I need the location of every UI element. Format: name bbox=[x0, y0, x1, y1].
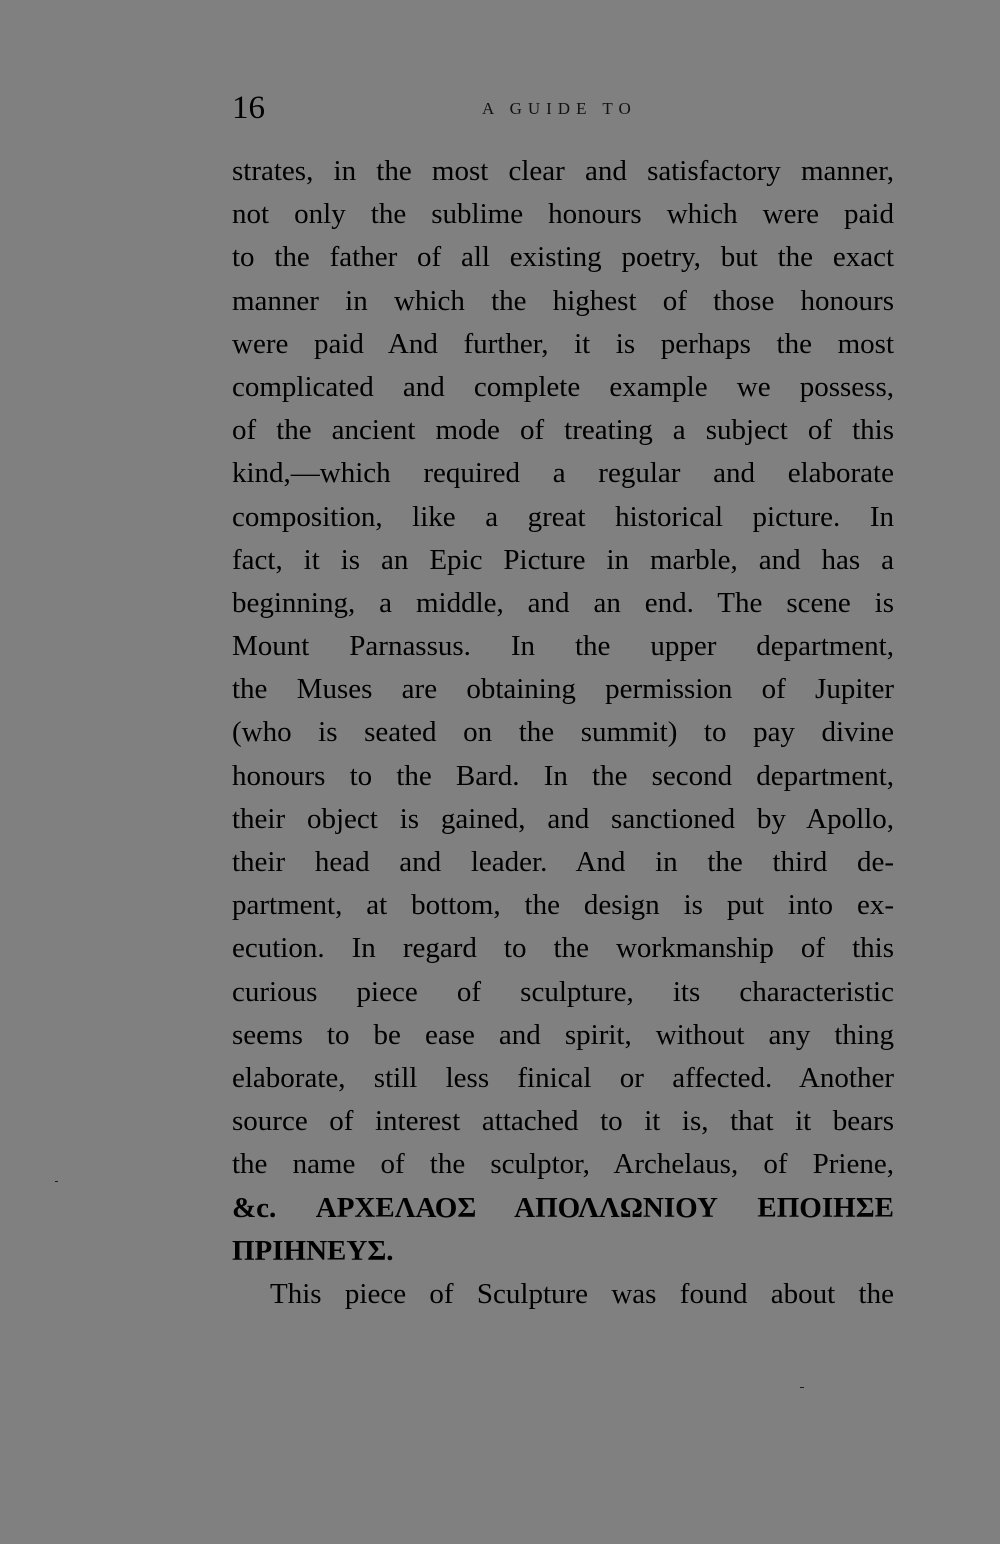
running-head bbox=[232, 88, 894, 128]
text-line: kind,—which required a regular and elaborate bbox=[232, 457, 894, 490]
text-line: curious piece of sculpture, its characteristic bbox=[232, 975, 894, 1008]
greek-inscription-line: ΠΡΙΗΝΕΥΣ. bbox=[232, 1234, 394, 1267]
greek-inscription-line: &c. ΑΡΧΕΛΑΟΣ ΑΠΟΛΛΩΝΙΟΥ ΕΠΟΙΗΣΕ bbox=[232, 1191, 894, 1224]
text-line: composition, like a great historical picture. In bbox=[232, 500, 894, 533]
text-line: manner in which the highest of those honours bbox=[232, 284, 894, 317]
text-line: not only the sublime honours which were paid bbox=[232, 198, 894, 231]
page-number: 16 bbox=[232, 90, 265, 126]
paragraph-start-line: This piece of Sculpture was found about the bbox=[270, 1277, 894, 1310]
text-line: fact, it is an Epic Picture in marble, and has a bbox=[232, 543, 894, 576]
body-text bbox=[232, 150, 894, 1316]
scan-speck bbox=[55, 1181, 58, 1182]
text-line: source of interest attached to it is, that it bears bbox=[232, 1105, 894, 1138]
text-line: Mount Parnassus. In the upper department, bbox=[232, 630, 894, 663]
text-line: the Muses are obtaining permission of Jupiter bbox=[232, 673, 894, 706]
text-line: (who is seated on the summit) to pay divine bbox=[232, 716, 894, 749]
text-line: to the father of all existing poetry, but the exact bbox=[232, 241, 894, 274]
text-line: partment, at bottom, the design is put into ex- bbox=[232, 889, 894, 922]
text-line: were paid And further, it is perhaps the most bbox=[232, 327, 894, 360]
text-line: ecution. In regard to the workmanship of this bbox=[232, 932, 894, 965]
text-line: seems to be ease and spirit, without any thing bbox=[232, 1018, 894, 1051]
text-line: the name of the sculptor, Archelaus, of Priene, bbox=[232, 1148, 894, 1181]
text-line: elaborate, still less finical or affected. Another bbox=[232, 1061, 894, 1094]
text-line: their object is gained, and sanctioned by Apollo, bbox=[232, 802, 894, 835]
text-line: beginning, a middle, and an end. The scene is bbox=[232, 586, 894, 619]
scan-speck bbox=[800, 1387, 804, 1388]
text-line: strates, in the most clear and satisfactory manner, bbox=[232, 155, 894, 187]
text-line: complicated and complete example we possess, bbox=[232, 370, 894, 403]
running-title: A GUIDE TO bbox=[482, 99, 637, 118]
text-line: their head and leader. And in the third de- bbox=[232, 846, 894, 878]
text-line: honours to the Bard. In the second department, bbox=[232, 759, 894, 792]
text-line: of the ancient mode of treating a subject of this bbox=[232, 414, 894, 447]
